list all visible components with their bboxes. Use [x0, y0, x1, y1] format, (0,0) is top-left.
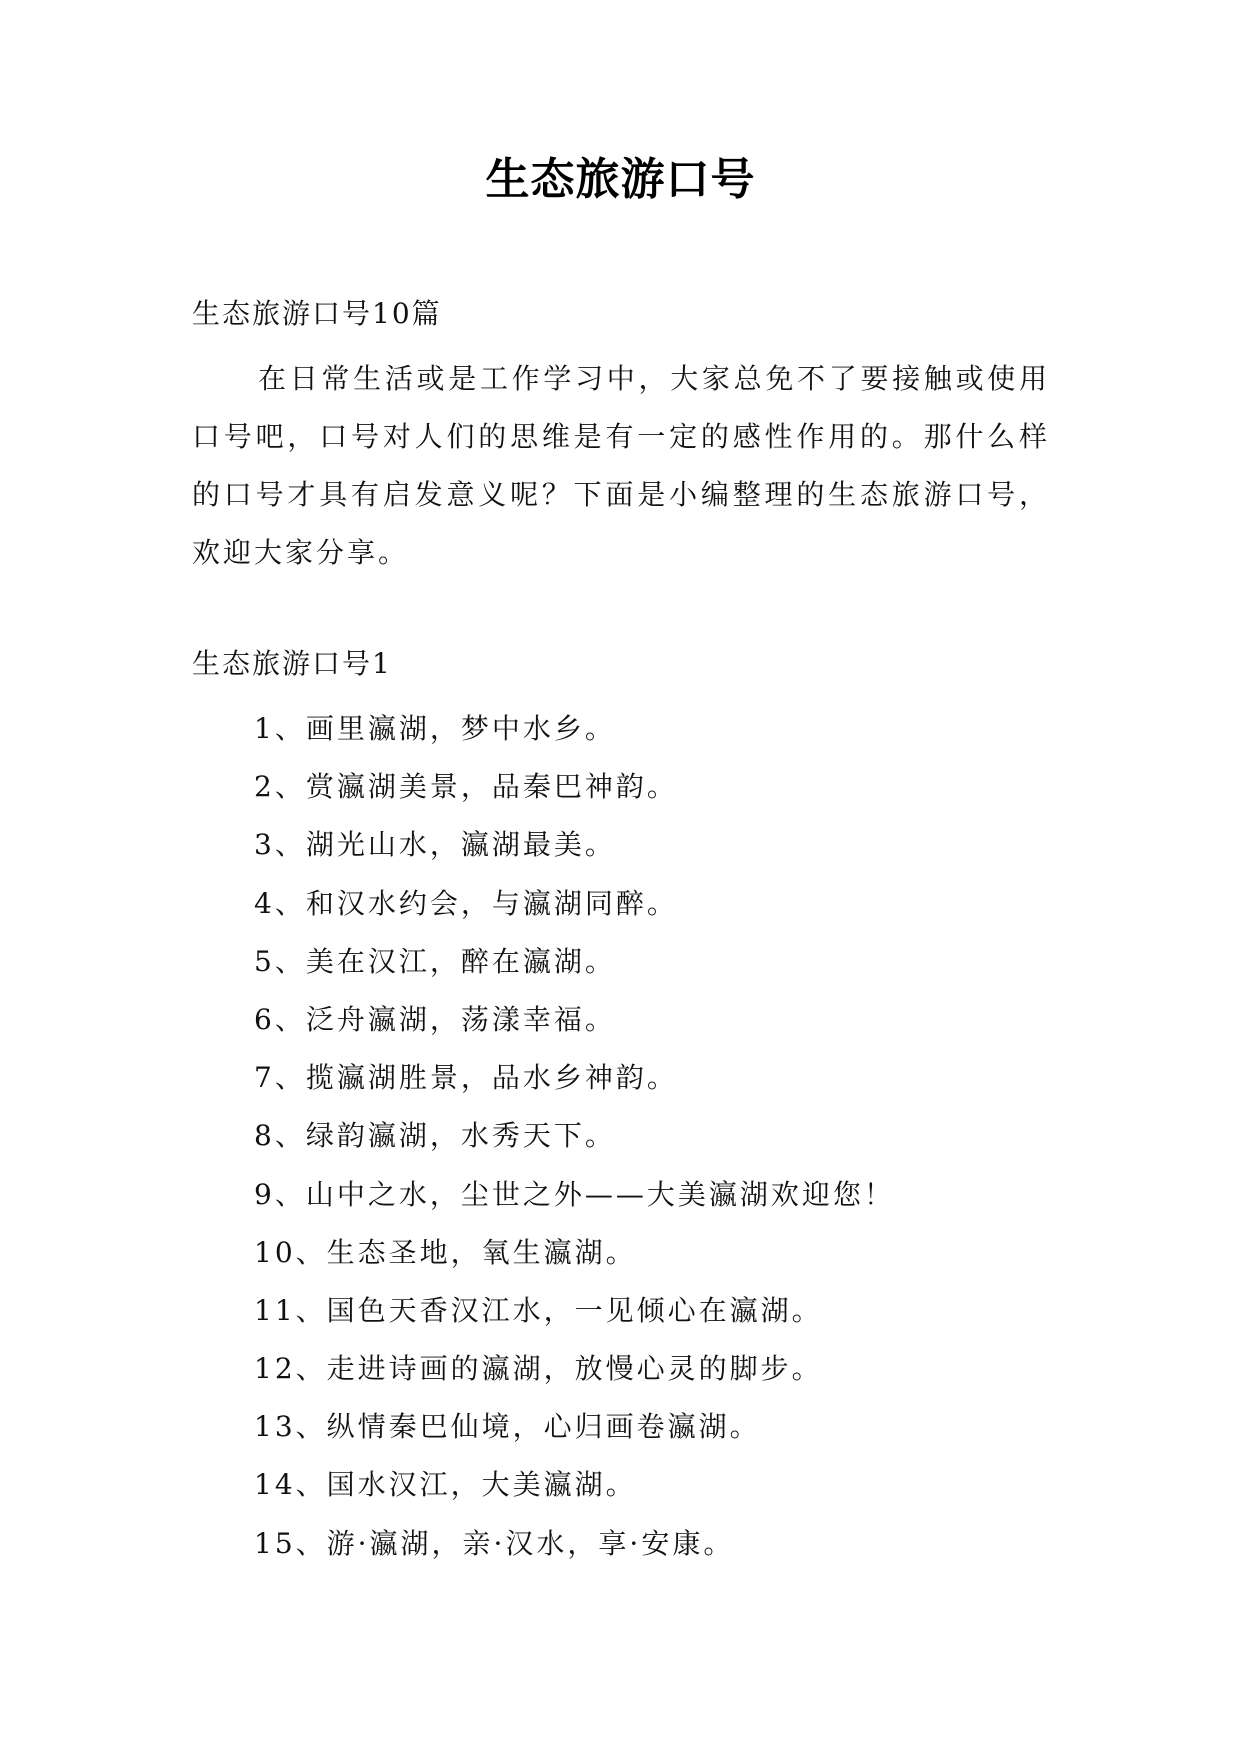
slogan-item: 5、美在汉江，醉在瀛湖。 [254, 944, 616, 978]
section-heading: 生态旅游口号1 [192, 647, 392, 680]
slogan-item: 3、湖光山水，瀛湖最美。 [254, 828, 616, 862]
document-subtitle: 生态旅游口号10篇 [192, 297, 442, 330]
slogan-item: 2、赏瀛湖美景，品秦巴神韵。 [254, 770, 678, 804]
slogan-item: 14、国水汉江，大美瀛湖。 [254, 1468, 637, 1502]
slogan-item: 9、山中之水，尘世之外——大美瀛湖欢迎您！ [254, 1177, 895, 1211]
slogan-item: 8、绿韵瀛湖，水秀天下。 [254, 1119, 616, 1153]
document-title: 生态旅游口号 [485, 154, 756, 205]
slogan-item: 11、国色天香汉江水，一见倾心在瀛湖。 [254, 1293, 823, 1327]
slogan-item: 6、泛舟瀛湖，荡漾幸福。 [254, 1002, 616, 1036]
slogan-item: 7、揽瀛湖胜景，品水乡神韵。 [254, 1061, 678, 1095]
slogan-item: 12、走进诗画的瀛湖，放慢心灵的脚步。 [254, 1352, 823, 1386]
slogan-item: 1、画里瀛湖，梦中水乡。 [254, 712, 616, 745]
slogan-item: 4、和汉水约会，与瀛湖同醉。 [254, 886, 678, 920]
slogan-item: 15、游·瀛湖，亲·汉水，享·安康。 [254, 1526, 735, 1560]
slogan-list [254, 700, 895, 1573]
intro-paragraph: 在日常生活或是工作学习中，大家总免不了要接触或使用口号吧，口号对人们的思维是有一定的感性作用的。那什么样的口号才具有启发意义呢？下面是小编整理的生态旅游口号，欢迎大家分享。 [192, 362, 1050, 569]
slogan-item: 10、生态圣地，氧生瀛湖。 [254, 1235, 637, 1269]
slogan-item: 13、纵情秦巴仙境，心归画卷瀛湖。 [254, 1410, 761, 1444]
